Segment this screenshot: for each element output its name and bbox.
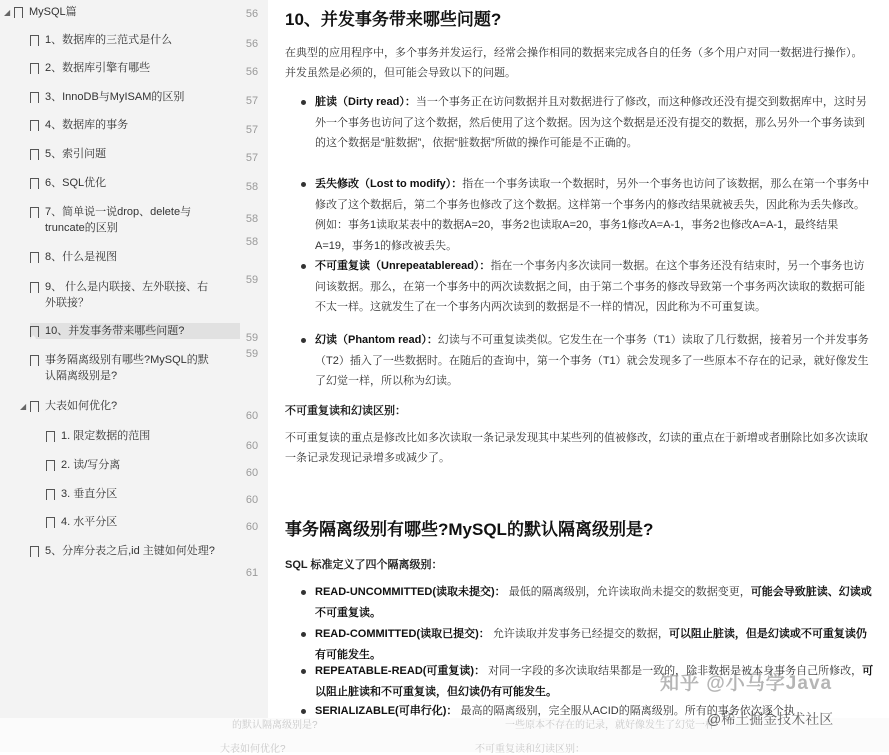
isolation-level [299, 582, 875, 623]
level-text: 最高的隔离级别，完全服从ACID的隔离级别。所有的事务依次逐个执 [457, 705, 795, 717]
problem-phantom-read [299, 330, 875, 392]
toc-item-label: MySQL篇 [29, 6, 77, 18]
toc-item[interactable] [30, 117, 128, 133]
problem-text: 指在一个事务内多次读同一数据。在这个事务还没有结束时，另一个事务也访问该数据。那么，在第一个事务中的两次读数据之间，由于第二个事务的修改导致第一个事务两次读取的数据可能不太一样。这就发生了在一个事务内两次读到的数据是不一样的情况，因此称为不可重复读。 [315, 260, 865, 313]
bookmark-icon [30, 401, 39, 412]
level-tail: 可以阻止脏读和不可重复读，但幻读仍有可能发生。 [315, 665, 874, 698]
toc-item-label: 10、并发事务带来哪些问题? [45, 325, 185, 337]
problem-unrepeatable-read [299, 256, 875, 318]
problem-term: 脏读（Dirty read）： [315, 96, 416, 108]
toc-item[interactable] [30, 32, 172, 48]
toc-page-number: 60 [245, 440, 259, 452]
toc-item-label: 4、数据库的事务 [45, 119, 129, 131]
bookmark-icon [30, 35, 39, 46]
intro-paragraph: 在典型的应用程序中，多个事务并发运行，经常会操作相同的数据来完成各自的任务（多个用户对同一数据进行操作）。并发虽然是必须的，但可能会导致以下的问题。 [285, 47, 863, 79]
problem-text: 幻读与不可重复读类似。它发生在一个事务（T1）读取了几行数据，接着另一个并发事务（T2）插入了一些数据时。在随后的查询中，第一个事务（T1）就会发现多了一些原本不存在的记录，就好像发生了幻觉一样，所以称为幻读。 [315, 334, 869, 387]
bookmark-icon [14, 7, 23, 18]
toc-item[interactable] [30, 175, 106, 191]
problem-dirty-read [299, 92, 875, 154]
bookmark-icon [30, 178, 39, 189]
toc-page-number: 58 [245, 236, 259, 248]
toc-item[interactable] [46, 514, 117, 530]
toc-item-label: 4. 水平分区 [61, 516, 118, 528]
toc-item-label: 6、SQL优化 [45, 177, 107, 189]
level-term: READ-UNCOMMITTED(读取未提交)： [315, 586, 506, 598]
toc-item[interactable] [30, 352, 210, 384]
level-text: 最低的隔离级别，允许读取尚未提交的数据变更， [505, 586, 751, 598]
toc-item[interactable] [30, 146, 106, 162]
diff-paragraph: 不可重复读的重点是修改比如多次读取一条记录发现其中某些列的值被修改，幻读的重点在于新增或者删除比如多次读取一条记录发现记录增多或减少了。 [285, 432, 868, 464]
level-tail: 可能会导致脏读、幻读或不可重复读。 [315, 586, 872, 619]
juejin-watermark: @稀土掘金技术社区 [707, 711, 834, 727]
toc-item-label: 5、索引问题 [45, 148, 107, 160]
toc-item-label: 8、什么是视图 [45, 251, 118, 263]
bookmark-icon [46, 489, 55, 500]
toc-page-number: 60 [245, 521, 259, 533]
toc-page-number: 56 [245, 8, 259, 20]
diff-heading: 不可重复读和幻读区别： [285, 405, 406, 417]
ghost-text: 大表如何优化? [220, 744, 286, 755]
toc-page-number: 57 [245, 95, 259, 107]
toc-item-label: 1、数据库的三范式是什么 [45, 34, 173, 46]
toc-page-number: 60 [245, 410, 259, 422]
toc-page-number: 57 [245, 152, 259, 164]
isolation-level [299, 624, 875, 665]
toc-page-number: 56 [245, 38, 259, 50]
toc-item-label: 3. 垂直分区 [61, 488, 118, 500]
bookmark-icon [30, 282, 39, 293]
bookmark-icon [30, 92, 39, 103]
bookmark-icon [30, 63, 39, 74]
ghost-text: 一些原本不存在的记录，就好像发生了幻觉一样 [505, 720, 715, 731]
bookmark-icon [30, 355, 39, 366]
toc-sidebar [0, 0, 268, 718]
level-term: READ-COMMITTED(读取已提交)： [315, 628, 490, 640]
toc-item[interactable] [46, 428, 150, 444]
section-heading: 事务隔离级别有哪些?MySQL的默认隔离级别是? [285, 520, 654, 539]
problem-term: 丢失修改（Lost to modify）： [315, 178, 463, 190]
toc-item-label: 2、数据库引擎有哪些 [45, 62, 151, 74]
toc-page-number: 56 [245, 66, 259, 78]
ghost-text: 不可重复读和幻读区别： [475, 744, 585, 755]
toc-item-mysql[interactable] [4, 4, 77, 21]
bookmark-icon [30, 120, 39, 131]
toc-item[interactable] [30, 279, 210, 311]
toc-item[interactable] [46, 486, 117, 502]
bookmark-icon [30, 252, 39, 263]
toc-page-number: 58 [245, 213, 259, 225]
toc-page-number: 57 [245, 124, 259, 136]
problem-term: 不可重复读（Unrepeatableread）： [315, 260, 491, 272]
toc-item-label: 3、InnoDB与MyISAM的区别 [45, 91, 185, 103]
toc-item-current[interactable] [30, 323, 240, 339]
toc-item-label: 大表如何优化? [45, 400, 118, 412]
bookmark-icon [30, 149, 39, 160]
level-term: REPEATABLE-READ(可重复读)： [315, 665, 486, 677]
toc-item[interactable] [30, 543, 215, 559]
level-text: 对同一字段的多次读取结果都是一致的，除非数据是被本身事务自己所修改， [485, 665, 863, 677]
problem-text: 指在一个事务读取一个数据时，另外一个事务也访问了该数据，那么在第一个事务中修改了这个数据后，第二个事务也修改了这个数据。这样第一个事务内的修改结果就被丢失，因此称为丢失修改。 例如：事务1读取某表中的数据A=20，事务2也读取A=20，事务1修改A=A-1，事务2也修改A=A-1，最终结果A=19，事务1的修改被丢失。 [315, 178, 870, 252]
toc-item-label: 9、 什么是内联接、左外联接、右外联接？ [45, 281, 209, 309]
toc-page-number: 60 [245, 467, 259, 479]
level-term: SERIALIZABLE(可串行化)： [315, 705, 458, 717]
toc-page-number: 61 [245, 567, 259, 579]
zhihu-watermark: 知乎 @小马学Java [660, 673, 833, 694]
toc-item-label: 1. 限定数据的范围 [61, 430, 151, 442]
level-tail: 可以阻止脏读，但是幻读或不可重复读仍有可能发生。 [315, 628, 867, 661]
collapse-caret-icon[interactable]: ◢ [20, 402, 27, 411]
bookmark-icon [30, 207, 39, 218]
toc-item-label: 7、简单说一说drop、delete与truncate的区别 [45, 206, 192, 234]
toc-page-number: 59 [245, 274, 259, 286]
toc-item-label: 2. 读/写分离 [61, 459, 121, 471]
sql-heading: SQL 标准定义了四个隔离级别： [285, 559, 443, 571]
section-heading: 10、并发事务带来哪些问题? [285, 10, 502, 29]
problem-term: 幻读（Phantom read）： [315, 334, 438, 346]
problem-lost-modify [299, 174, 875, 256]
toc-item[interactable] [30, 249, 117, 265]
toc-item-label: 事务隔离级别有哪些?MySQL的默认隔离级别是? [45, 354, 209, 382]
toc-page-number: 58 [245, 181, 259, 193]
bookmark-icon [30, 546, 39, 557]
toc-page-number: 59 [245, 348, 259, 360]
level-text: 允许读取并发事务已经提交的数据， [489, 628, 669, 640]
ghost-text: 的默认隔离级别是? [232, 720, 318, 731]
toc-page-number: 59 [245, 332, 259, 344]
toc-item[interactable] [30, 204, 210, 236]
bookmark-icon [46, 517, 55, 528]
bookmark-icon [46, 431, 55, 442]
bookmark-icon [30, 326, 39, 337]
toc-item[interactable] [46, 457, 120, 473]
toc-item-big-table[interactable] [20, 398, 117, 415]
toc-page-number: 60 [245, 494, 259, 506]
toc-item[interactable] [30, 89, 184, 105]
problem-text: 当一个事务正在访问数据并且对数据进行了修改，而这种修改还没有提交到数据库中，这时另外一个事务也访问了这个数据，然后使用了这个数据。因为这个数据是还没有提交的数据，那么另外一个事务读到的这个数据是“脏数据”，依据“脏数据”所做的操作可能是不正确的。 [315, 96, 867, 149]
collapse-caret-icon[interactable]: ◢ [4, 8, 11, 17]
toc-item-label: 5、分库分表之后,id 主键如何处理? [45, 545, 215, 557]
bookmark-icon [46, 460, 55, 471]
toc-item[interactable] [30, 60, 150, 76]
